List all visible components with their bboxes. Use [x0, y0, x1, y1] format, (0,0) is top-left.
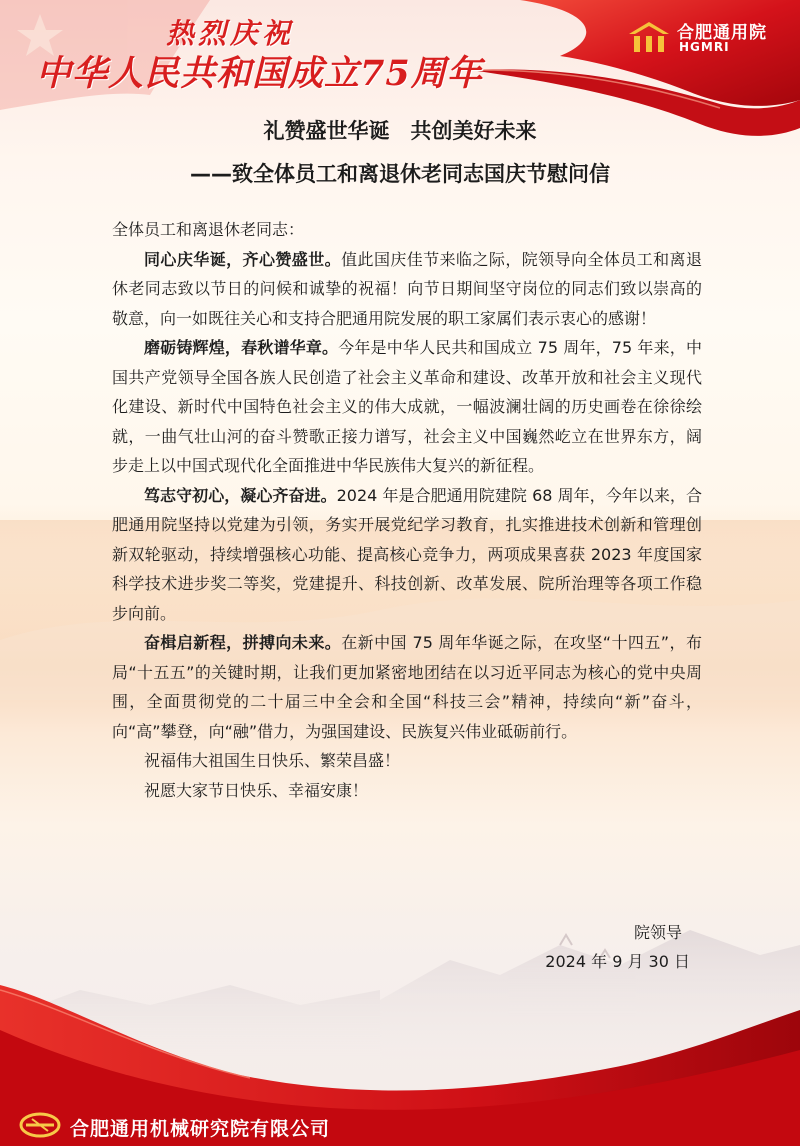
- logo-english: HGMRI: [679, 40, 730, 54]
- salutation: 全体员工和离退休老同志：: [112, 220, 305, 239]
- wish-line: 祝愿大家节日快乐、幸福安康！: [144, 780, 369, 800]
- anniversary-heading: 中华人民共和国成立75周年: [36, 53, 483, 94]
- paragraph-lead: 奋楫启新程，拼搏向未来。: [144, 633, 342, 652]
- hgmri-logo-icon: [627, 20, 671, 54]
- paragraph: [112, 481, 702, 629]
- letter-body: [112, 215, 702, 805]
- paragraph-text: 在新中国 75 周年华诞之际，在攻坚“十四五”，布局“十五五”的关键时期，让我们更加紧密地团结在以习近平同志为核心的党中央周围，全面贯彻党的二十届三中全会和全国“科技三会”精神，持续向“新”奋斗，向“高”攀登，向“融”借力，为强国建设、民族复兴伟业砥砺前行。: [112, 633, 702, 741]
- paragraph-lead: 笃志守初心，凝心齐奋进。: [144, 485, 337, 505]
- letter-title: 礼赞盛世华诞 共创美好未来: [263, 119, 537, 143]
- wish-line: 祝福伟大祖国生日快乐、繁荣昌盛！: [144, 751, 401, 770]
- paragraph: [112, 628, 702, 746]
- hgmri-logo: [627, 18, 792, 58]
- letter-date: 2024 年 9 月 30 日: [545, 952, 690, 971]
- paragraph: [112, 333, 702, 481]
- company-emblem-icon: [18, 1111, 66, 1139]
- paragraph-lead: 同心庆华诞，齐心赞盛世。: [144, 249, 342, 269]
- paragraph-lead: 磨砺铸辉煌，春秋谱华章。: [144, 338, 339, 357]
- paragraph-text: 今年是中华人民共和国成立 75 周年，75 年来，中国共产党领导全国各族人民创造了社会主义革命和建设、改革开放和社会主义现代化建设、新时代中国特色社会主义的伟大成就，一幅波澜壮阔的历史画卷在徐徐绘就，一曲气壮山河的奋斗赞歌正接力谱写，社会主义中国巍然屹立在世界东方，阔步走上以中国式现代化全面推进中华民族伟大复兴的新征程。: [112, 338, 702, 475]
- logo-name: 合肥通用院: [677, 23, 767, 43]
- company-name: 合肥通用机械研究院有限公司: [70, 1118, 331, 1140]
- paragraph: [112, 245, 702, 334]
- signature: 院领导: [633, 923, 682, 942]
- letter-subtitle: ——致全体员工和离退休老同志国庆节慰问信: [190, 162, 610, 186]
- paragraph-text: 值此国庆佳节来临之际，院领导向全体员工和离退休老同志致以节日的问候和诚挚的祝福！向节日期间坚守岗位的同志们致以崇高的敬意，向一如既往关心和支持合肥通用院发展的职工家属们表示衷心的感谢！: [112, 249, 702, 328]
- paragraph-text: 2024 年是合肥通用院建院 68 周年，今年以来，合肥通用院坚持以党建为引领，务实开展党纪学习教育，扎实推进技术创新和管理创新双轮驱动，持续增强核心功能、提高核心竞争力，两项成果喜获 2023 年度国家科学技术进步奖二等奖，党建提升、科技创新、改革发展、院所治理等各项工作稳步向前。: [112, 485, 702, 623]
- celebration-heading: 热烈庆祝: [166, 17, 295, 50]
